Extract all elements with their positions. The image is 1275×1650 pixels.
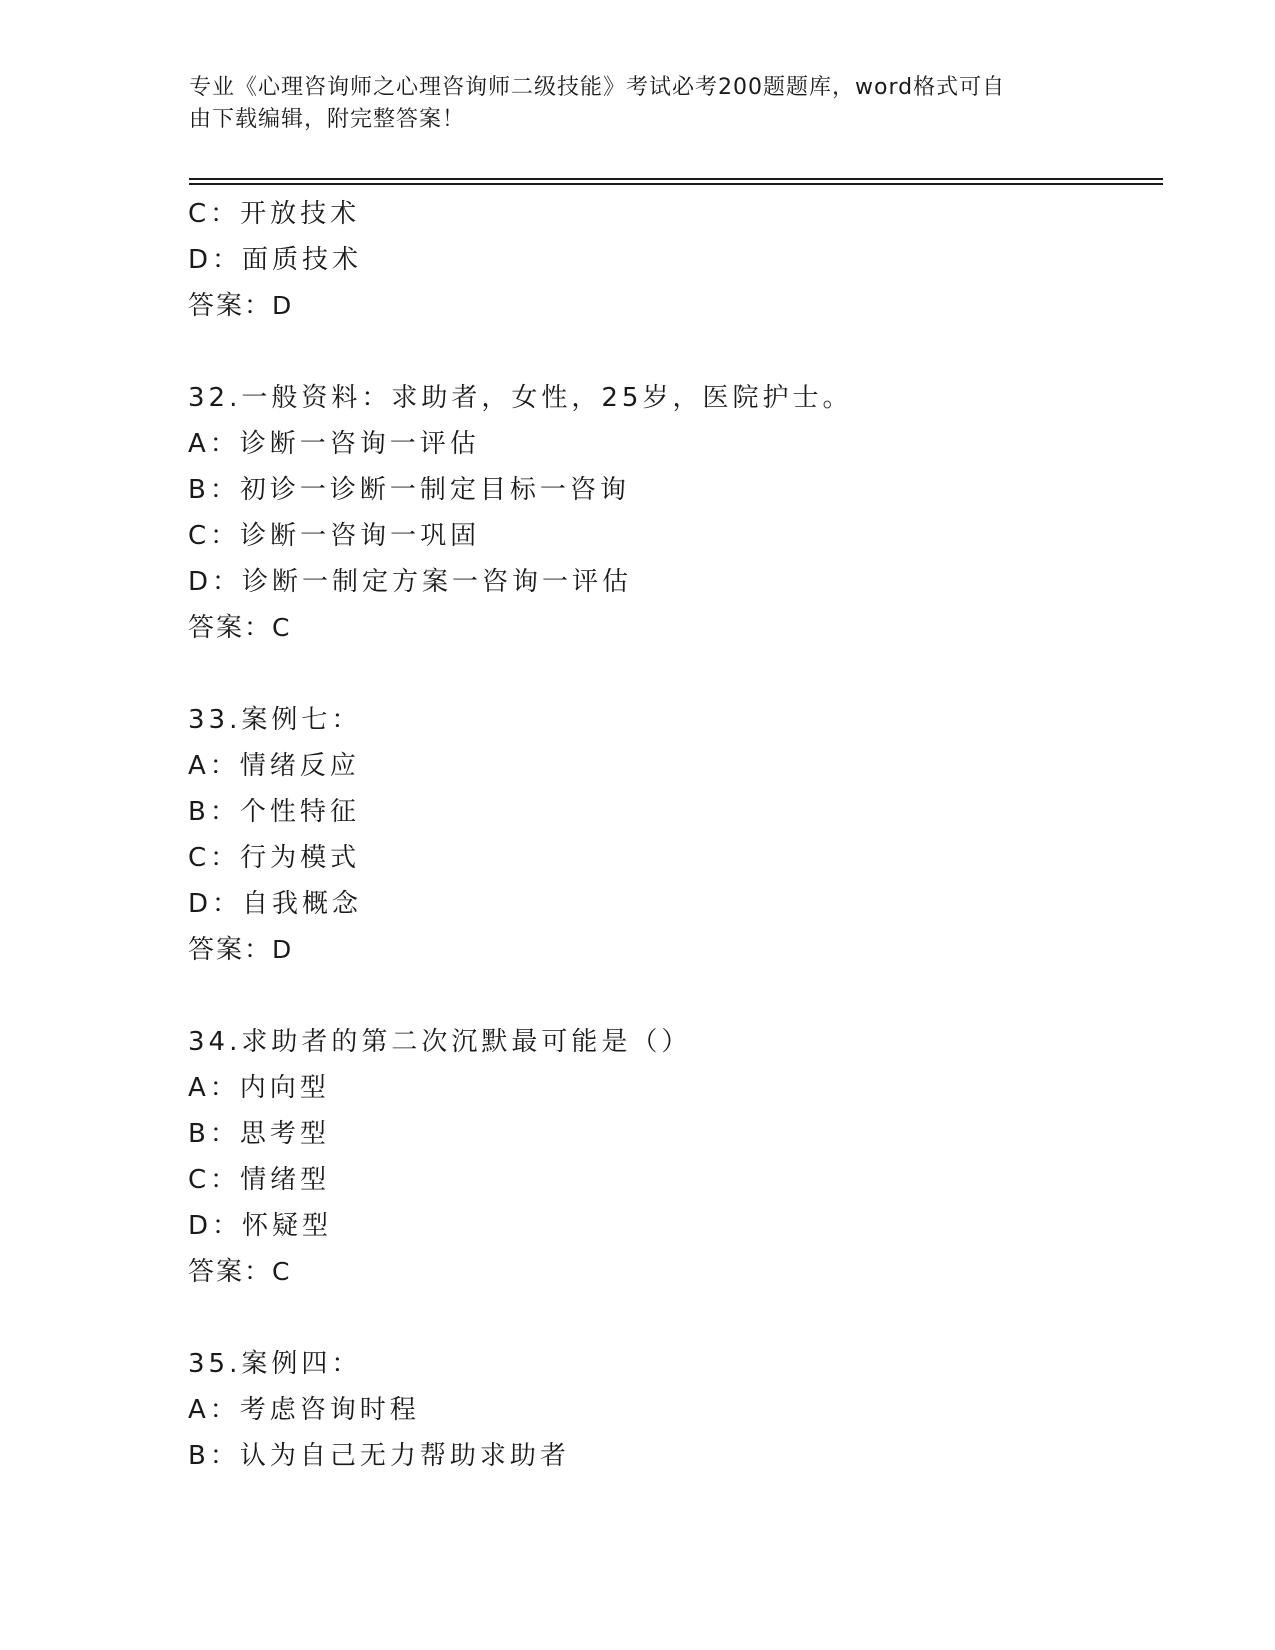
option-b: B：初诊一诊断一制定目标一咨询 — [188, 475, 630, 505]
question-text: 案例四： — [241, 1349, 362, 1379]
option-d: D：诊断一制定方案一咨询一评估 — [188, 567, 633, 597]
option-c: C：行为模式 — [188, 843, 361, 873]
answer-value: C — [272, 1257, 290, 1286]
option-b: B：思考型 — [188, 1119, 330, 1149]
question-number: 35. — [188, 1349, 242, 1379]
question-stem — [188, 697, 1148, 743]
header-divider-top — [189, 178, 1163, 180]
answer-label: 答案： — [188, 613, 273, 643]
answer-line — [188, 1249, 1148, 1295]
answer-value: C — [272, 613, 290, 642]
option-b: B：个性特征 — [188, 797, 360, 827]
option-c: C：开放技术 — [188, 199, 361, 229]
header-line-2: 由下载编辑，附完整答案！ — [189, 107, 466, 132]
option-d: D：自我概念 — [188, 889, 363, 919]
answer-value: D — [272, 935, 292, 964]
answer-value: D — [272, 291, 292, 320]
option-a: A：情绪反应 — [188, 751, 360, 781]
question-number: 32. — [188, 383, 242, 413]
answer-line — [188, 283, 1148, 329]
question-item — [188, 697, 1148, 973]
option-d: D：怀疑型 — [188, 1211, 333, 1241]
question-item — [188, 191, 1148, 329]
answer-line — [188, 927, 1148, 973]
option-c: C：情绪型 — [188, 1165, 331, 1195]
option-a: A：诊断一咨询一评估 — [188, 429, 480, 459]
question-number: 34. — [188, 1027, 242, 1057]
option-b: B：认为自己无力帮助求助者 — [188, 1441, 570, 1471]
header-divider-bottom — [189, 183, 1163, 185]
option-a: A：内向型 — [188, 1073, 330, 1103]
question-stem — [188, 1019, 1148, 1065]
question-item — [188, 1019, 1148, 1295]
question-text: 案例七： — [241, 705, 362, 735]
answer-label: 答案： — [188, 1257, 273, 1287]
question-item — [188, 1341, 1148, 1479]
header-line-1: 专业《心理咨询师之心理咨询师二级技能》考试必考200题题库，word格式可自 — [189, 75, 1006, 100]
answer-label: 答案： — [188, 291, 273, 321]
question-text: 一般资料：求助者，女性，25岁，医院护士。 — [241, 383, 853, 413]
option-d: D：面质技术 — [188, 245, 363, 275]
document-header — [189, 72, 1089, 136]
question-text: 求助者的第二次沉默最可能是（） — [241, 1027, 692, 1057]
question-stem — [188, 1341, 1148, 1387]
answer-label: 答案： — [188, 935, 273, 965]
question-stem — [188, 375, 1148, 421]
option-c: C：诊断一咨询一巩固 — [188, 521, 481, 551]
option-a: A：考虑咨询时程 — [188, 1395, 420, 1425]
answer-line — [188, 605, 1148, 651]
question-item — [188, 375, 1148, 651]
question-number: 33. — [188, 705, 242, 735]
question-list — [188, 191, 1148, 1479]
